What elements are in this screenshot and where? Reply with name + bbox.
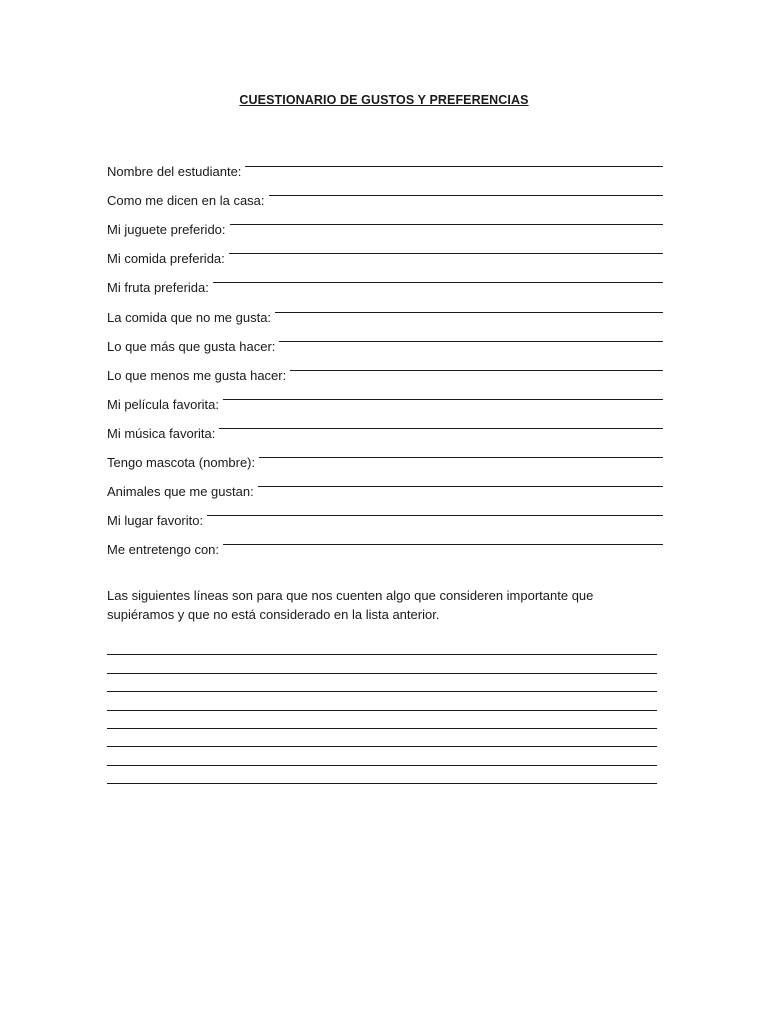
free-text-line[interactable] [107, 766, 657, 784]
field-favorite-toy[interactable] [107, 208, 663, 237]
field-label: Nombre del estudiante: [107, 164, 242, 180]
free-text-line[interactable] [107, 729, 657, 747]
answer-line[interactable] [219, 427, 663, 429]
free-text-line[interactable] [107, 711, 657, 729]
field-label: La comida que no me gusta: [107, 309, 272, 325]
field-label: Mi fruta preferida: [107, 280, 209, 296]
field-favorite-activity[interactable] [107, 325, 663, 354]
answer-line[interactable] [269, 194, 663, 196]
field-label: Me entretengo con: [107, 542, 220, 558]
answer-line[interactable] [290, 369, 663, 371]
field-label: Mi lugar favorito: [107, 513, 204, 529]
answer-line[interactable] [259, 456, 663, 458]
field-label: Como me dicen en la casa: [107, 193, 265, 209]
free-text-instructions: Las siguientes líneas son para que nos cuenten algo que consideren importante que supiéramos y que no está considerado en la lista anterior. [107, 588, 594, 622]
answer-line[interactable] [229, 252, 663, 254]
answer-line[interactable] [279, 340, 663, 342]
field-label: Mi música favorita: [107, 425, 216, 441]
free-text-line[interactable] [107, 674, 657, 692]
field-favorite-fruit[interactable] [107, 266, 663, 295]
field-student-name[interactable] [107, 150, 663, 179]
field-label: Lo que más que gusta hacer: [107, 338, 276, 354]
answer-line[interactable] [275, 311, 663, 313]
field-entertainment[interactable] [107, 528, 663, 557]
field-favorite-music[interactable] [107, 412, 663, 441]
answer-line[interactable] [213, 281, 663, 283]
free-text-line[interactable] [107, 637, 657, 655]
field-label: Tengo mascota (nombre): [107, 455, 256, 471]
answer-line[interactable] [230, 223, 663, 225]
free-text-line[interactable] [107, 692, 657, 710]
field-label: Animales que me gustan: [107, 484, 254, 500]
answer-line[interactable] [258, 485, 663, 487]
free-text-line[interactable] [107, 747, 657, 765]
field-favorite-movie[interactable] [107, 383, 663, 412]
field-pet-name[interactable] [107, 441, 663, 470]
answer-line[interactable] [223, 543, 663, 545]
answer-line[interactable] [207, 514, 663, 516]
field-label: Lo que menos me gusta hacer: [107, 367, 287, 383]
field-disliked-food[interactable] [107, 295, 663, 324]
field-label: Mi juguete preferido: [107, 222, 226, 238]
field-least-favorite-activity[interactable] [107, 354, 663, 383]
field-favorite-place[interactable] [107, 499, 663, 528]
answer-line[interactable] [223, 398, 663, 400]
page-title: CUESTIONARIO DE GUSTOS Y PREFERENCIAS [239, 93, 529, 107]
field-label: Mi película favorita: [107, 396, 219, 412]
field-label: Mi comida preferida: [107, 251, 225, 267]
field-liked-animals[interactable] [107, 470, 663, 499]
answer-line[interactable] [245, 165, 663, 167]
questionnaire-fields [107, 150, 663, 557]
free-text-line[interactable] [107, 655, 657, 673]
field-nickname[interactable] [107, 179, 663, 208]
free-text-area[interactable] [107, 637, 657, 784]
field-favorite-food[interactable] [107, 237, 663, 266]
